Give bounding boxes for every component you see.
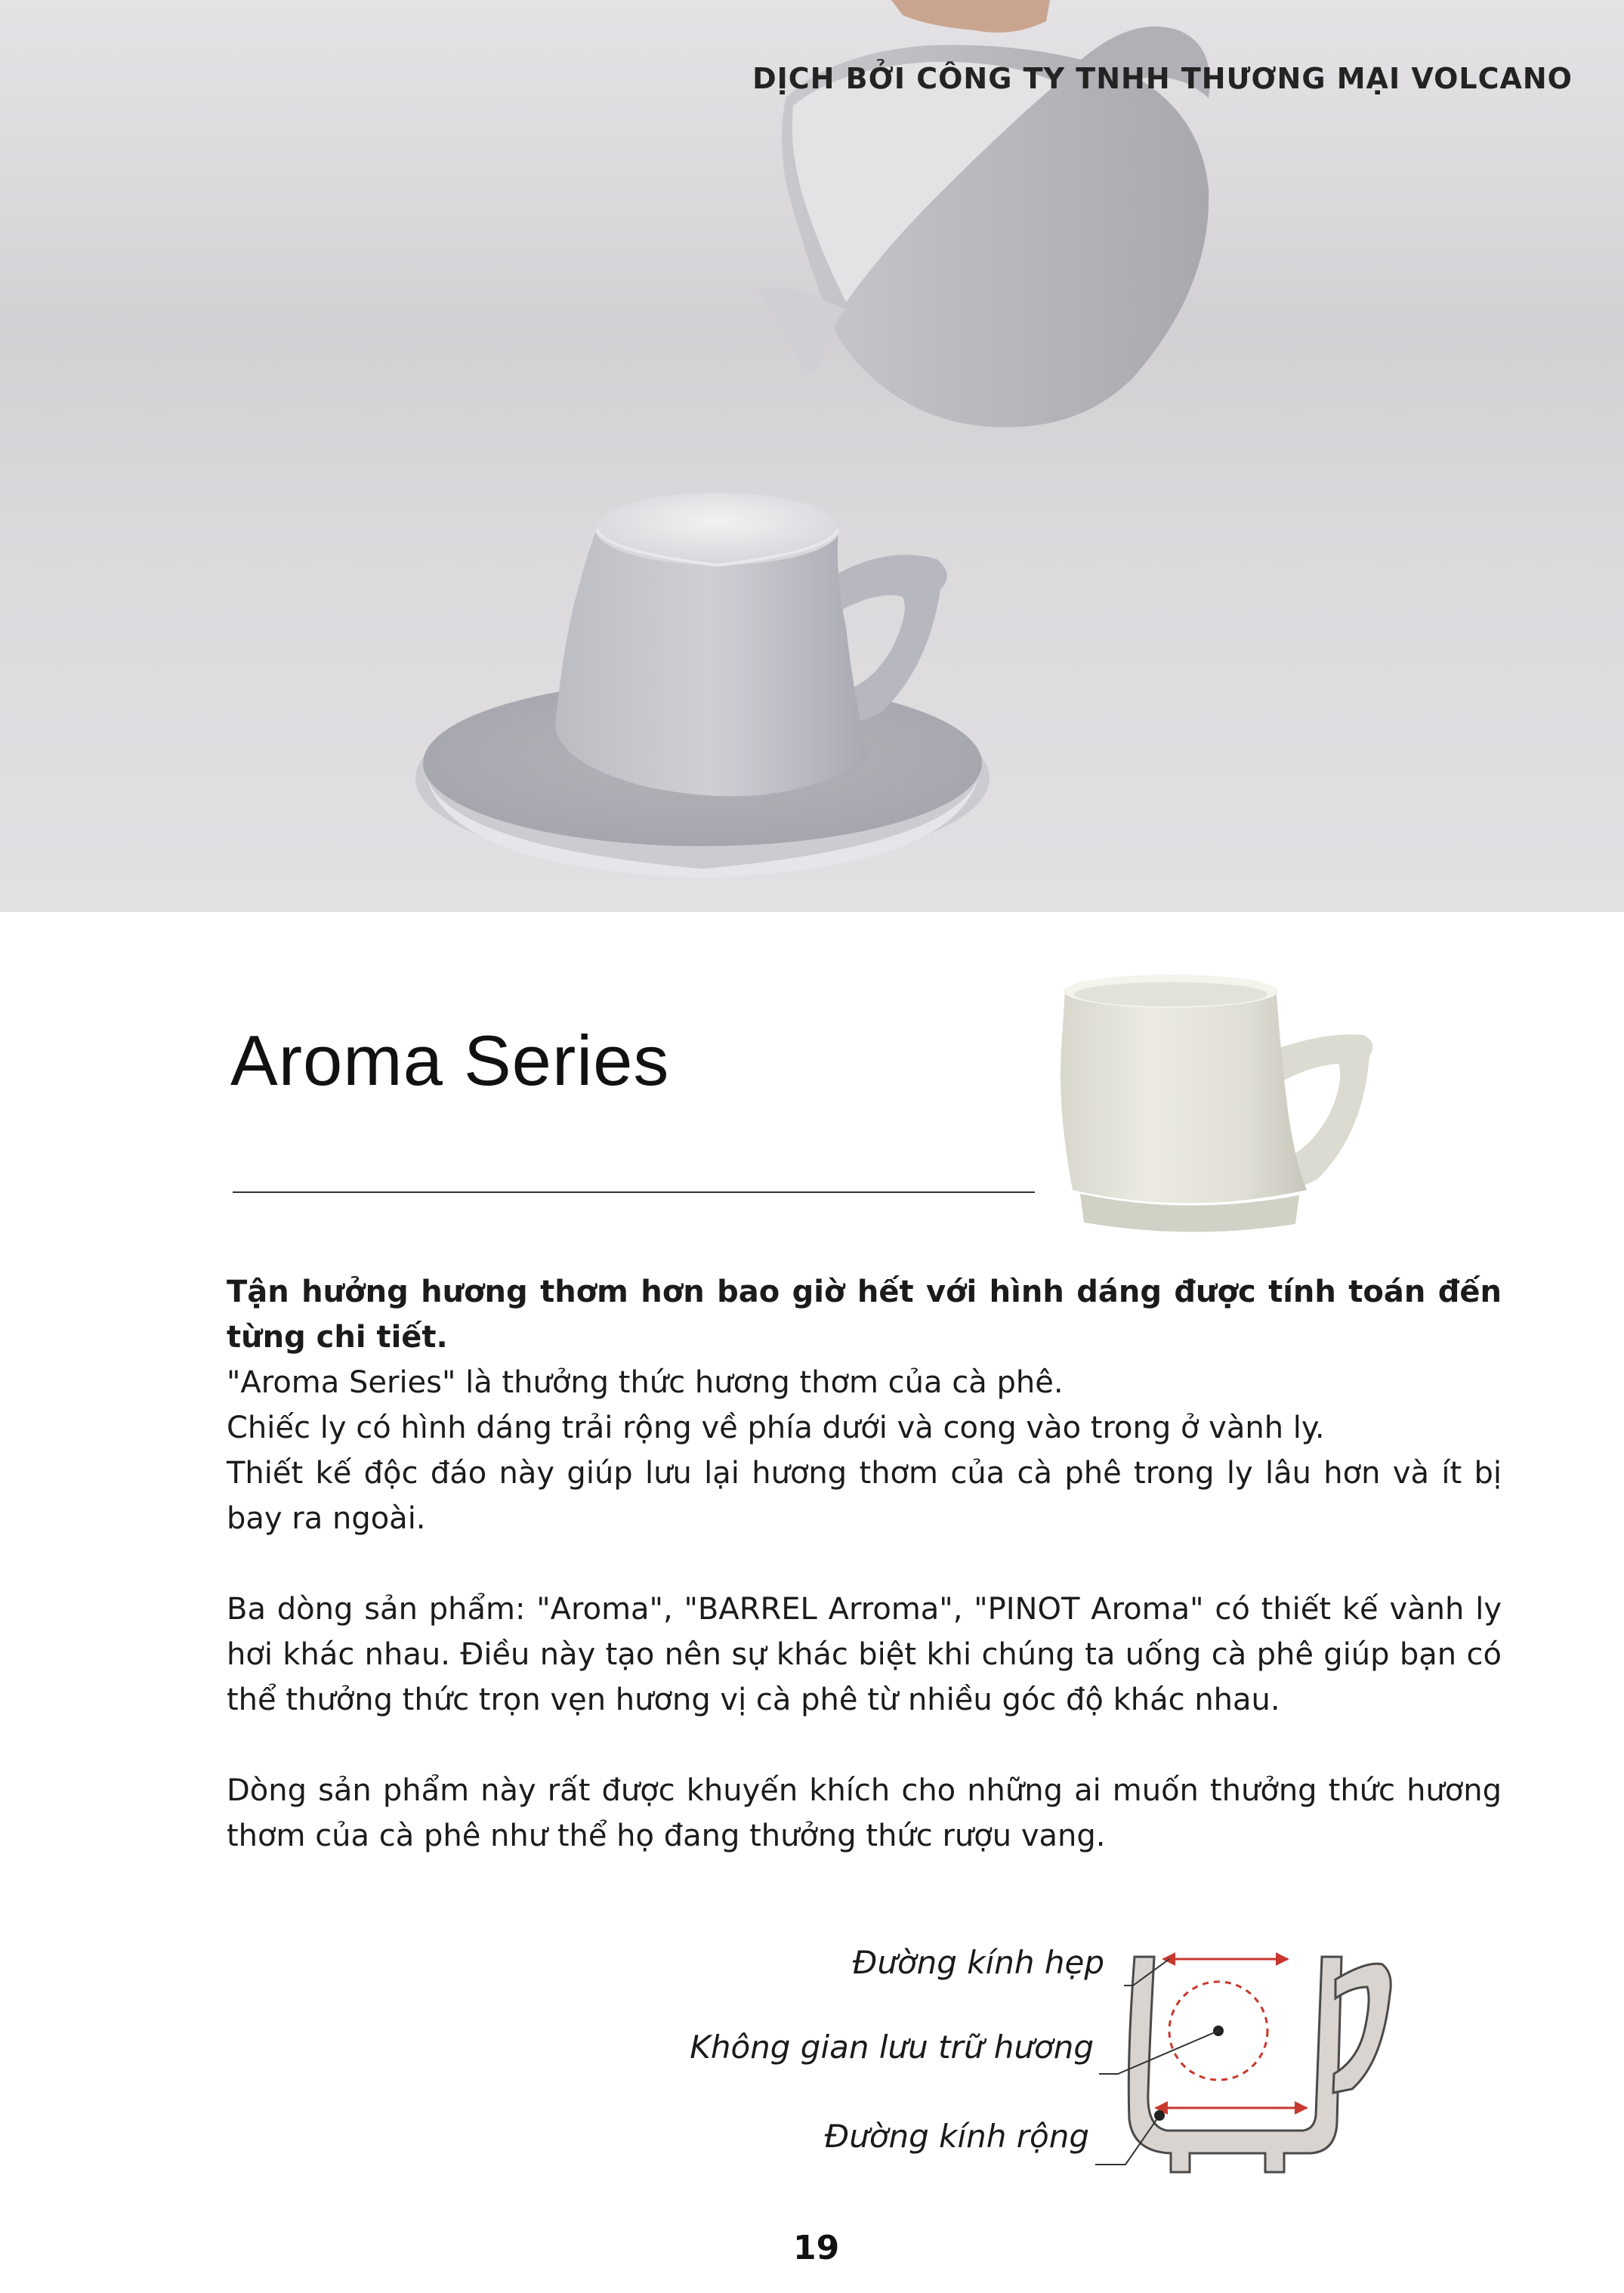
lead-sentence: Tận hưởng hương thơm hơn bao giờ hết với hình dáng được tính toán đến từng chi tiết. bbox=[227, 1275, 1502, 1355]
title-divider bbox=[233, 1191, 1035, 1193]
mug-handle bbox=[1333, 1964, 1391, 2093]
paragraph-recommendation: Dòng sản phẩm này rất được khuyến khích cho những ai muốn thưởng thức hương thơm của cà phê như thể họ đang thưởng thức rượu vang. bbox=[227, 1773, 1502, 1853]
label-aroma-space: Không gian lưu trữ hương bbox=[690, 2029, 1094, 2066]
page-title: Aroma Series bbox=[230, 1021, 670, 1100]
paragraph-product-lines: Ba dòng sản phẩm: "Aroma", "BARREL Arroma", "PINOT Aroma" có thiết kế vành ly hơi khác nhau. Điều này tạo nên sự khác biệt khi chúng ta uống cà phê giúp bạn có thể thưởng thức trọn vẹn hương vị cà phê từ nhiều góc độ khác nhau. bbox=[227, 1592, 1502, 1717]
label-wide-diameter: Đường kính rộng bbox=[824, 2118, 1089, 2155]
paragraph-line: "Aroma Series" là thưởng thức hương thơm của cà phê. bbox=[227, 1365, 1064, 1400]
paragraph-line: Chiếc ly có hình dáng trải rộng về phía dưới và cong vào trong ở vành ly. bbox=[227, 1411, 1325, 1445]
page-number: 19 bbox=[793, 2229, 840, 2267]
aroma-mug-photo bbox=[1008, 960, 1431, 1262]
mug-wall bbox=[1128, 1957, 1341, 2172]
label-narrow-diameter: Đường kính hẹp bbox=[852, 1944, 1104, 1981]
paragraph-line: Thiết kế độc đáo này giúp lưu lại hương thơm của cà phê trong ly lâu hơn và ít bị bay ra ngoài. bbox=[227, 1456, 1502, 1536]
pitcher-pouring-illustration bbox=[0, 0, 1624, 912]
hero-photo bbox=[0, 0, 1624, 912]
translator-credit: DỊCH BỞI CÔNG TY TNHH THƯƠNG MẠI VOLCANO bbox=[752, 62, 1573, 95]
body-text bbox=[227, 1269, 1502, 1859]
